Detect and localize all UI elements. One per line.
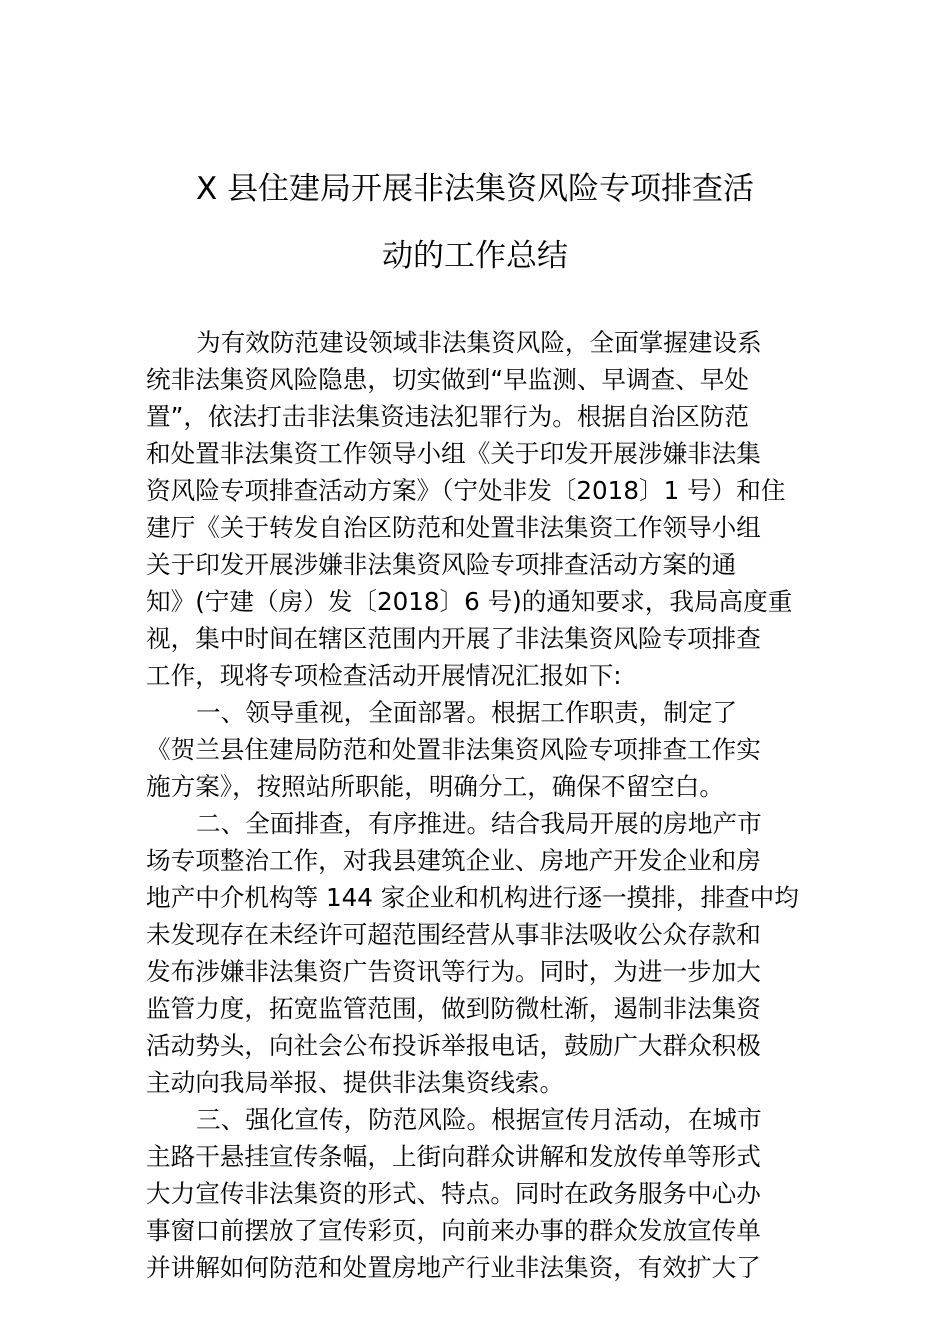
- body-line: 资风险专项排查活动方案》（宁处非发〔2018〕1 号）和住: [146, 476, 786, 505]
- body-line: 一、领导重视，全面部署。根据工作职责，制定了: [196, 698, 738, 727]
- body-line: 主动向我局举报、提供非法集资线索。: [146, 1068, 565, 1097]
- body-line: 大力宣传非法集资的形式、特点。同时在政务服务中心办: [146, 1179, 761, 1208]
- body-line: 二、全面排查，有序推进。结合我局开展的房地产市: [196, 809, 762, 838]
- document-body: [146, 324, 806, 1286]
- body-line: 置”，依法打击非法集资违法犯罪行为。根据自治区防范: [146, 402, 749, 431]
- body-line: 工作，现将专项检查活动开展情况汇报如下:: [146, 661, 622, 690]
- body-line: 事窗口前摆放了宣传彩页，向前来办事的群众发放宣传单: [146, 1216, 761, 1245]
- body-line: 建厅《关于转发自治区防范和处置非法集资工作领导小组: [146, 513, 761, 542]
- body-line: 三、强化宣传，防范风险。根据宣传月活动，在城市: [196, 1105, 762, 1134]
- body-line: 《贺兰县住建局防范和处置非法集资风险专项排查工作实: [146, 735, 761, 764]
- document-title-line-1: X 县住建局开展非法集资风险专项排查活: [195, 171, 755, 207]
- body-line: 并讲解如何防范和处置房地产行业非法集资，有效扩大了: [146, 1253, 761, 1282]
- body-line: 地产中介机构等 144 家企业和机构进行逐一摸排，排查中均: [146, 883, 799, 912]
- body-line: 为有效防范建设领域非法集资风险，全面掌握建设系: [196, 328, 762, 357]
- body-line: 视，集中时间在辖区范围内开展了非法集资风险专项排查: [146, 624, 761, 653]
- body-line: 监管力度，拓宽监管范围，做到防微杜渐，遏制非法集资: [146, 994, 761, 1023]
- body-line: 统非法集资风险隐患，切实做到“早监测、早调查、早处: [146, 365, 749, 394]
- body-line: 场专项整治工作，对我县建筑企业、房地产开发企业和房: [146, 846, 761, 875]
- body-line: 施方案》，按照站所职能，明确分工，确保不留空白。: [146, 772, 724, 801]
- body-line: 未发现存在未经许可超范围经营从事非法吸收公众存款和: [146, 920, 761, 949]
- document-title-line-2: 动的工作总结: [382, 238, 568, 274]
- body-line: 主路干悬挂宣传条幅，上街向群众讲解和发放传单等形式: [146, 1142, 761, 1171]
- body-line: 活动势头，向社会公布投诉举报电话，鼓励广大群众积极: [146, 1031, 761, 1060]
- body-line: 关于印发开展涉嫌非法集资风险专项排查活动方案的通: [146, 550, 737, 579]
- body-line: 知》(宁建（房）发〔2018〕6 号)的通知要求，我局高度重: [146, 587, 793, 616]
- body-line: 和处置非法集资工作领导小组《关于印发开展涉嫌非法集: [146, 439, 761, 468]
- body-line: 发布涉嫌非法集资广告资讯等行为。同时，为进一步加大: [146, 957, 761, 986]
